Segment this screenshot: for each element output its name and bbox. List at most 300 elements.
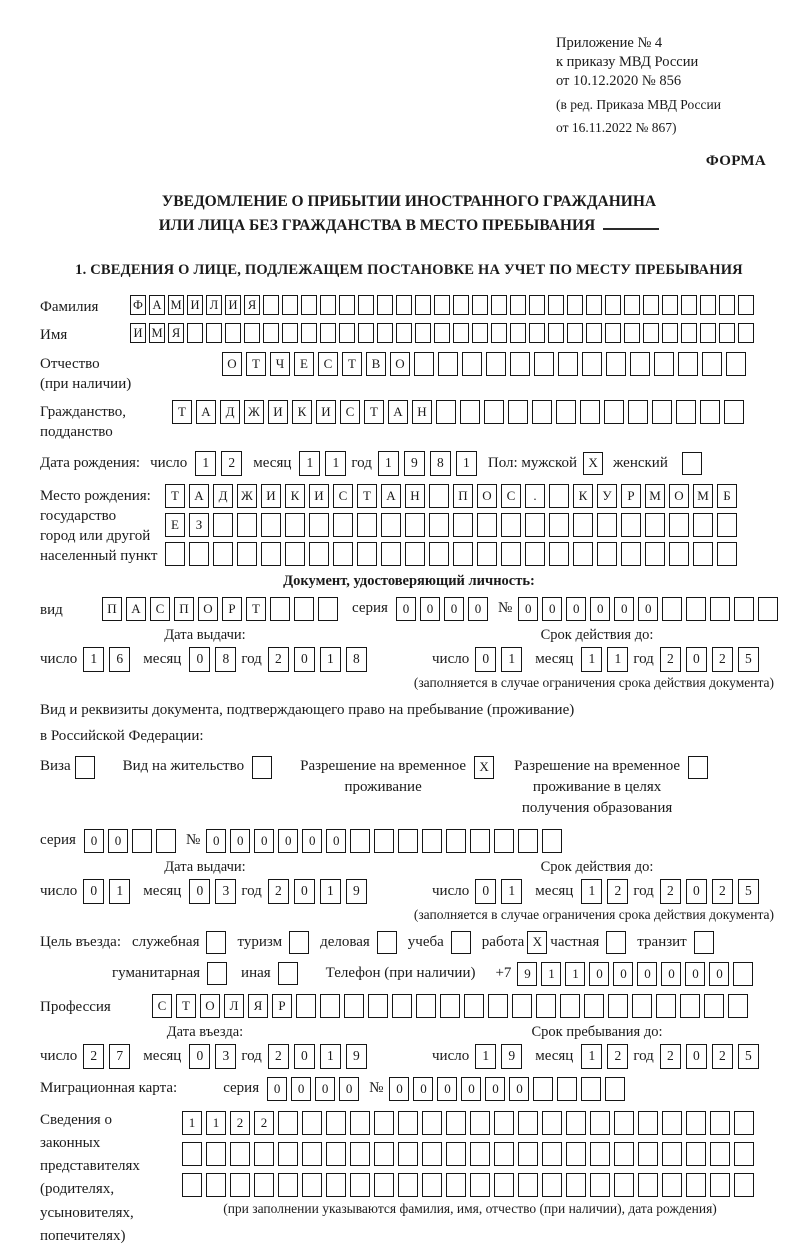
char-cell[interactable]: 0 <box>638 597 658 621</box>
char-cell[interactable]: С <box>501 484 521 508</box>
char-cell[interactable] <box>344 994 364 1018</box>
char-cell[interactable] <box>566 1142 586 1166</box>
char-cell[interactable]: 0 <box>475 879 496 904</box>
char-cell[interactable] <box>440 994 460 1018</box>
char-cell[interactable] <box>542 1142 562 1166</box>
char-cell[interactable]: 0 <box>294 879 315 904</box>
char-cell[interactable] <box>606 352 626 376</box>
char-cell[interactable] <box>187 323 203 343</box>
char-cell[interactable] <box>294 597 314 621</box>
char-cell[interactable] <box>333 513 353 537</box>
char-cell[interactable] <box>261 513 281 537</box>
char-cell[interactable] <box>529 323 545 343</box>
char-cell[interactable]: 1 <box>581 879 602 904</box>
char-cell[interactable]: 1 <box>565 962 585 986</box>
char-cell[interactable] <box>206 1173 226 1197</box>
char-cell[interactable]: О <box>200 994 220 1018</box>
char-cell[interactable] <box>581 1077 601 1101</box>
char-cell[interactable] <box>309 513 329 537</box>
char-cell[interactable]: Т <box>246 597 266 621</box>
char-cell[interactable] <box>350 829 370 853</box>
char-cell[interactable]: 9 <box>501 1044 522 1069</box>
char-cell[interactable] <box>542 1111 562 1135</box>
char-cell[interactable] <box>604 400 624 424</box>
char-cell[interactable]: С <box>150 597 170 621</box>
char-cell[interactable] <box>678 352 698 376</box>
char-cell[interactable] <box>494 1173 514 1197</box>
char-cell[interactable] <box>676 400 696 424</box>
char-cell[interactable]: Т <box>364 400 384 424</box>
char-cell[interactable]: Т <box>246 352 266 376</box>
char-cell[interactable] <box>536 994 556 1018</box>
char-cell[interactable] <box>415 295 431 315</box>
char-cell[interactable]: 5 <box>738 879 759 904</box>
char-cell[interactable]: 0 <box>413 1077 433 1101</box>
char-cell[interactable] <box>398 1142 418 1166</box>
char-cell[interactable] <box>263 295 279 315</box>
char-cell[interactable] <box>512 994 532 1018</box>
purpose-humanitarian-checkbox[interactable] <box>207 962 227 985</box>
char-cell[interactable]: 2 <box>712 1044 733 1069</box>
char-cell[interactable]: Р <box>272 994 292 1018</box>
char-cell[interactable] <box>566 1111 586 1135</box>
char-cell[interactable] <box>318 597 338 621</box>
char-cell[interactable] <box>645 542 665 566</box>
char-cell[interactable] <box>488 994 508 1018</box>
char-cell[interactable] <box>590 1173 610 1197</box>
char-cell[interactable]: Н <box>412 400 432 424</box>
char-cell[interactable]: 6 <box>109 647 130 672</box>
char-cell[interactable]: 1 <box>501 879 522 904</box>
char-cell[interactable]: 1 <box>501 647 522 672</box>
char-cell[interactable]: 0 <box>108 829 128 853</box>
char-cell[interactable]: 2 <box>660 1044 681 1069</box>
visa-checkbox[interactable] <box>75 756 95 779</box>
char-cell[interactable] <box>700 295 716 315</box>
char-cell[interactable] <box>230 1142 250 1166</box>
char-cell[interactable]: 2 <box>230 1111 250 1135</box>
char-cell[interactable]: 2 <box>660 879 681 904</box>
char-cell[interactable]: П <box>102 597 122 621</box>
char-cell[interactable]: 0 <box>613 962 633 986</box>
char-cell[interactable] <box>529 295 545 315</box>
char-cell[interactable] <box>285 513 305 537</box>
char-cell[interactable] <box>508 400 528 424</box>
char-cell[interactable]: Т <box>172 400 192 424</box>
char-cell[interactable]: 3 <box>215 1044 236 1069</box>
char-cell[interactable]: 0 <box>437 1077 457 1101</box>
char-cell[interactable]: 1 <box>206 1111 226 1135</box>
char-cell[interactable] <box>510 323 526 343</box>
char-cell[interactable] <box>484 400 504 424</box>
char-cell[interactable] <box>681 295 697 315</box>
char-cell[interactable]: 8 <box>215 647 236 672</box>
char-cell[interactable] <box>669 513 689 537</box>
char-cell[interactable] <box>590 1142 610 1166</box>
temp-residence-edu-checkbox[interactable] <box>688 756 708 779</box>
char-cell[interactable]: 9 <box>346 879 367 904</box>
char-cell[interactable]: 2 <box>254 1111 274 1135</box>
char-cell[interactable]: Я <box>244 295 260 315</box>
char-cell[interactable]: 0 <box>468 597 488 621</box>
purpose-transit-checkbox[interactable] <box>694 931 714 954</box>
char-cell[interactable]: Б <box>717 484 737 508</box>
char-cell[interactable]: 2 <box>268 879 289 904</box>
char-cell[interactable]: 0 <box>230 829 250 853</box>
char-cell[interactable]: И <box>261 484 281 508</box>
char-cell[interactable] <box>557 1077 577 1101</box>
char-cell[interactable] <box>381 513 401 537</box>
char-cell[interactable] <box>182 1173 202 1197</box>
char-cell[interactable] <box>453 542 473 566</box>
char-cell[interactable] <box>582 352 602 376</box>
char-cell[interactable] <box>302 1142 322 1166</box>
char-cell[interactable] <box>580 400 600 424</box>
char-cell[interactable] <box>261 542 281 566</box>
char-cell[interactable]: О <box>198 597 218 621</box>
char-cell[interactable] <box>614 1173 634 1197</box>
char-cell[interactable] <box>717 513 737 537</box>
char-cell[interactable] <box>326 1111 346 1135</box>
char-cell[interactable]: 7 <box>109 1044 130 1069</box>
char-cell[interactable] <box>590 1111 610 1135</box>
char-cell[interactable] <box>533 1077 553 1101</box>
char-cell[interactable] <box>225 323 241 343</box>
char-cell[interactable] <box>643 295 659 315</box>
char-cell[interactable] <box>700 323 716 343</box>
char-cell[interactable]: 0 <box>485 1077 505 1101</box>
char-cell[interactable] <box>296 994 316 1018</box>
char-cell[interactable] <box>614 1111 634 1135</box>
char-cell[interactable]: 1 <box>475 1044 496 1069</box>
char-cell[interactable]: Я <box>168 323 184 343</box>
char-cell[interactable]: К <box>573 484 593 508</box>
char-cell[interactable]: А <box>196 400 216 424</box>
char-cell[interactable] <box>643 323 659 343</box>
char-cell[interactable]: А <box>388 400 408 424</box>
char-cell[interactable] <box>605 295 621 315</box>
char-cell[interactable] <box>206 1142 226 1166</box>
char-cell[interactable]: 9 <box>404 451 425 476</box>
char-cell[interactable]: 0 <box>686 1044 707 1069</box>
char-cell[interactable]: 0 <box>84 829 104 853</box>
char-cell[interactable] <box>350 1111 370 1135</box>
char-cell[interactable]: 0 <box>461 1077 481 1101</box>
char-cell[interactable]: О <box>477 484 497 508</box>
char-cell[interactable] <box>358 323 374 343</box>
char-cell[interactable] <box>301 323 317 343</box>
char-cell[interactable] <box>436 400 456 424</box>
char-cell[interactable] <box>350 1173 370 1197</box>
char-cell[interactable]: К <box>285 484 305 508</box>
char-cell[interactable]: 0 <box>189 879 210 904</box>
char-cell[interactable] <box>662 597 682 621</box>
char-cell[interactable] <box>339 323 355 343</box>
char-cell[interactable] <box>350 1142 370 1166</box>
char-cell[interactable] <box>494 1142 514 1166</box>
char-cell[interactable] <box>726 352 746 376</box>
char-cell[interactable]: И <box>187 295 203 315</box>
purpose-study-checkbox[interactable] <box>451 931 471 954</box>
char-cell[interactable] <box>396 295 412 315</box>
char-cell[interactable]: М <box>149 323 165 343</box>
char-cell[interactable] <box>434 323 450 343</box>
char-cell[interactable]: 5 <box>738 647 759 672</box>
char-cell[interactable] <box>542 1173 562 1197</box>
char-cell[interactable] <box>392 994 412 1018</box>
char-cell[interactable] <box>326 1142 346 1166</box>
char-cell[interactable] <box>525 513 545 537</box>
char-cell[interactable]: 0 <box>661 962 681 986</box>
char-cell[interactable] <box>381 542 401 566</box>
char-cell[interactable]: 8 <box>346 647 367 672</box>
char-cell[interactable]: М <box>168 295 184 315</box>
char-cell[interactable] <box>302 1173 322 1197</box>
char-cell[interactable]: 2 <box>268 647 289 672</box>
char-cell[interactable]: И <box>225 295 241 315</box>
char-cell[interactable]: И <box>268 400 288 424</box>
char-cell[interactable] <box>470 1173 490 1197</box>
char-cell[interactable] <box>662 1111 682 1135</box>
char-cell[interactable]: 0 <box>614 597 634 621</box>
char-cell[interactable] <box>278 1142 298 1166</box>
char-cell[interactable] <box>263 323 279 343</box>
purpose-private-checkbox[interactable] <box>606 931 626 954</box>
purpose-business-checkbox[interactable] <box>377 931 397 954</box>
char-cell[interactable]: 0 <box>542 597 562 621</box>
char-cell[interactable] <box>621 542 641 566</box>
char-cell[interactable] <box>686 1111 706 1135</box>
char-cell[interactable] <box>573 513 593 537</box>
char-cell[interactable] <box>654 352 674 376</box>
char-cell[interactable] <box>377 323 393 343</box>
char-cell[interactable] <box>405 513 425 537</box>
char-cell[interactable] <box>464 994 484 1018</box>
char-cell[interactable] <box>534 352 554 376</box>
char-cell[interactable] <box>282 295 298 315</box>
char-cell[interactable]: С <box>152 994 172 1018</box>
char-cell[interactable] <box>494 829 514 853</box>
char-cell[interactable] <box>710 1173 730 1197</box>
char-cell[interactable] <box>491 295 507 315</box>
char-cell[interactable]: 0 <box>83 879 104 904</box>
char-cell[interactable] <box>357 513 377 537</box>
char-cell[interactable]: 1 <box>195 451 216 476</box>
char-cell[interactable] <box>542 829 562 853</box>
char-cell[interactable]: Ж <box>244 400 264 424</box>
char-cell[interactable]: 1 <box>541 962 561 986</box>
char-cell[interactable]: 0 <box>685 962 705 986</box>
char-cell[interactable] <box>597 542 617 566</box>
char-cell[interactable] <box>710 1111 730 1135</box>
char-cell[interactable] <box>309 542 329 566</box>
char-cell[interactable]: 0 <box>475 647 496 672</box>
char-cell[interactable] <box>532 400 552 424</box>
char-cell[interactable]: 1 <box>83 647 104 672</box>
char-cell[interactable] <box>710 1142 730 1166</box>
char-cell[interactable] <box>434 295 450 315</box>
char-cell[interactable]: С <box>333 484 353 508</box>
char-cell[interactable] <box>446 1111 466 1135</box>
char-cell[interactable]: 1 <box>320 879 341 904</box>
char-cell[interactable] <box>738 295 754 315</box>
char-cell[interactable]: Ж <box>237 484 257 508</box>
char-cell[interactable] <box>525 542 545 566</box>
char-cell[interactable] <box>491 323 507 343</box>
char-cell[interactable]: А <box>149 295 165 315</box>
char-cell[interactable] <box>734 597 754 621</box>
char-cell[interactable] <box>586 323 602 343</box>
char-cell[interactable] <box>396 323 412 343</box>
char-cell[interactable] <box>686 1142 706 1166</box>
char-cell[interactable]: . <box>525 484 545 508</box>
char-cell[interactable] <box>638 1111 658 1135</box>
char-cell[interactable] <box>638 1142 658 1166</box>
char-cell[interactable]: И <box>130 323 146 343</box>
char-cell[interactable]: А <box>189 484 209 508</box>
char-cell[interactable] <box>302 1111 322 1135</box>
char-cell[interactable]: 0 <box>589 962 609 986</box>
char-cell[interactable]: 9 <box>517 962 537 986</box>
char-cell[interactable] <box>270 597 290 621</box>
female-checkbox[interactable] <box>682 452 702 475</box>
char-cell[interactable] <box>560 994 580 1018</box>
char-cell[interactable] <box>285 542 305 566</box>
char-cell[interactable] <box>429 542 449 566</box>
char-cell[interactable] <box>357 542 377 566</box>
char-cell[interactable] <box>470 829 490 853</box>
char-cell[interactable]: 1 <box>325 451 346 476</box>
char-cell[interactable] <box>734 1173 754 1197</box>
char-cell[interactable] <box>518 1111 538 1135</box>
char-cell[interactable] <box>486 352 506 376</box>
char-cell[interactable]: 2 <box>712 647 733 672</box>
char-cell[interactable] <box>728 994 748 1018</box>
char-cell[interactable] <box>237 542 257 566</box>
char-cell[interactable]: Ф <box>130 295 146 315</box>
char-cell[interactable]: 2 <box>83 1044 104 1069</box>
char-cell[interactable] <box>320 323 336 343</box>
char-cell[interactable] <box>597 513 617 537</box>
char-cell[interactable] <box>686 1173 706 1197</box>
char-cell[interactable]: О <box>669 484 689 508</box>
char-cell[interactable]: 0 <box>302 829 322 853</box>
char-cell[interactable]: Д <box>213 484 233 508</box>
char-cell[interactable] <box>624 295 640 315</box>
char-cell[interactable]: Ч <box>270 352 290 376</box>
char-cell[interactable]: И <box>309 484 329 508</box>
char-cell[interactable] <box>472 295 488 315</box>
char-cell[interactable]: З <box>189 513 209 537</box>
char-cell[interactable] <box>518 1142 538 1166</box>
char-cell[interactable] <box>734 1142 754 1166</box>
char-cell[interactable] <box>414 352 434 376</box>
char-cell[interactable]: Т <box>176 994 196 1018</box>
char-cell[interactable] <box>213 513 233 537</box>
char-cell[interactable] <box>405 542 425 566</box>
char-cell[interactable]: 0 <box>518 597 538 621</box>
char-cell[interactable] <box>374 1173 394 1197</box>
char-cell[interactable] <box>549 513 569 537</box>
char-cell[interactable] <box>628 400 648 424</box>
char-cell[interactable]: 0 <box>686 647 707 672</box>
char-cell[interactable]: 0 <box>206 829 226 853</box>
char-cell[interactable] <box>494 1111 514 1135</box>
char-cell[interactable] <box>182 1142 202 1166</box>
char-cell[interactable] <box>669 542 689 566</box>
char-cell[interactable] <box>549 542 569 566</box>
char-cell[interactable] <box>758 597 778 621</box>
char-cell[interactable] <box>398 1173 418 1197</box>
char-cell[interactable] <box>656 994 676 1018</box>
char-cell[interactable] <box>662 295 678 315</box>
char-cell[interactable]: 1 <box>607 647 628 672</box>
char-cell[interactable]: 0 <box>294 647 315 672</box>
char-cell[interactable] <box>518 1173 538 1197</box>
char-cell[interactable] <box>446 1173 466 1197</box>
char-cell[interactable] <box>206 323 222 343</box>
char-cell[interactable] <box>254 1142 274 1166</box>
char-cell[interactable]: 0 <box>709 962 729 986</box>
char-cell[interactable]: 1 <box>581 1044 602 1069</box>
char-cell[interactable] <box>624 323 640 343</box>
char-cell[interactable]: О <box>390 352 410 376</box>
char-cell[interactable]: 0 <box>566 597 586 621</box>
char-cell[interactable] <box>510 295 526 315</box>
char-cell[interactable] <box>429 513 449 537</box>
char-cell[interactable] <box>686 597 706 621</box>
char-cell[interactable] <box>567 323 583 343</box>
char-cell[interactable] <box>398 1111 418 1135</box>
char-cell[interactable] <box>453 513 473 537</box>
char-cell[interactable] <box>614 1142 634 1166</box>
char-cell[interactable]: 2 <box>660 647 681 672</box>
char-cell[interactable] <box>377 295 393 315</box>
char-cell[interactable] <box>237 513 257 537</box>
char-cell[interactable] <box>230 1173 250 1197</box>
char-cell[interactable]: Я <box>248 994 268 1018</box>
char-cell[interactable] <box>460 400 480 424</box>
char-cell[interactable]: 2 <box>221 451 242 476</box>
char-cell[interactable] <box>605 1077 625 1101</box>
char-cell[interactable] <box>189 542 209 566</box>
char-cell[interactable] <box>608 994 628 1018</box>
char-cell[interactable] <box>681 323 697 343</box>
char-cell[interactable]: Т <box>342 352 362 376</box>
char-cell[interactable] <box>422 1142 442 1166</box>
char-cell[interactable]: 2 <box>712 879 733 904</box>
char-cell[interactable] <box>518 829 538 853</box>
purpose-official-checkbox[interactable] <box>206 931 226 954</box>
char-cell[interactable]: Т <box>165 484 185 508</box>
char-cell[interactable] <box>438 352 458 376</box>
char-cell[interactable] <box>662 1142 682 1166</box>
char-cell[interactable]: Д <box>220 400 240 424</box>
char-cell[interactable] <box>693 542 713 566</box>
char-cell[interactable] <box>621 513 641 537</box>
char-cell[interactable] <box>501 542 521 566</box>
char-cell[interactable]: 0 <box>420 597 440 621</box>
char-cell[interactable]: В <box>366 352 386 376</box>
char-cell[interactable]: 0 <box>291 1077 311 1101</box>
char-cell[interactable]: 1 <box>378 451 399 476</box>
char-cell[interactable] <box>558 352 578 376</box>
purpose-other-checkbox[interactable] <box>278 962 298 985</box>
char-cell[interactable]: Р <box>222 597 242 621</box>
char-cell[interactable] <box>422 1111 442 1135</box>
char-cell[interactable] <box>710 597 730 621</box>
char-cell[interactable] <box>719 295 735 315</box>
